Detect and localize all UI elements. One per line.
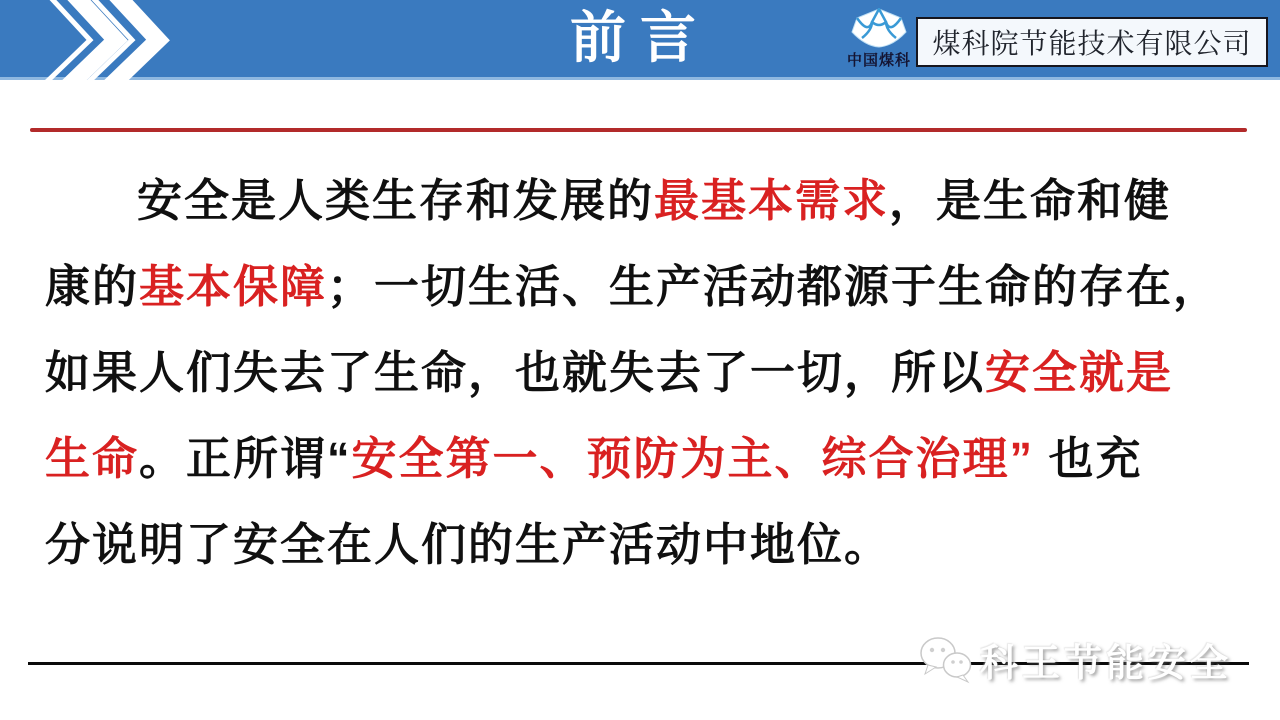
- paragraph-line: [45, 416, 1235, 502]
- body-paragraph: [45, 158, 1235, 588]
- paragraph-line: [45, 244, 1235, 330]
- text-segment: 康的: [45, 261, 140, 312]
- text-segment: 分说明了安全在人们的生产活动中地位。: [45, 519, 892, 570]
- company-name-box: [916, 17, 1268, 67]
- text-segment: ；一切生活、生产活动都源于生命的存在，: [327, 261, 1221, 312]
- watermark: [916, 632, 1232, 687]
- text-segment: 如果人们失去了生命，也就失去了一切，所以: [45, 347, 986, 398]
- text-segment-highlight: 生命: [45, 433, 140, 484]
- text-segment: 也充: [1034, 433, 1143, 484]
- company-name: 煤科院节能技术有限公司: [932, 28, 1252, 59]
- logo-text: 中国煤科: [846, 52, 911, 69]
- page-title: 前言: [570, 8, 710, 70]
- header-bar: [0, 0, 1280, 80]
- red-divider-line: [30, 128, 1247, 132]
- text-segment-highlight: 基本保障: [139, 261, 328, 312]
- paragraph-line: [45, 502, 1235, 588]
- text-segment: 安全是人类生存和发展的: [137, 175, 655, 226]
- text-segment: ，是生命和健: [889, 175, 1172, 226]
- watermark-text: 科王节能安全: [979, 643, 1232, 685]
- cctc-gem-icon: [848, 8, 910, 48]
- text-segment-highlight: 最基本需求: [654, 175, 890, 226]
- paragraph-line: [45, 158, 1235, 244]
- wechat-icon: [916, 634, 976, 686]
- paragraph-line: [45, 330, 1235, 416]
- text-segment-highlight: 安全就是: [985, 347, 1174, 398]
- company-logo: [836, 8, 922, 74]
- text-segment-highlight: 安全第一、预防为主、综合治理”: [351, 433, 1035, 484]
- text-segment: 。正所谓“: [139, 433, 352, 484]
